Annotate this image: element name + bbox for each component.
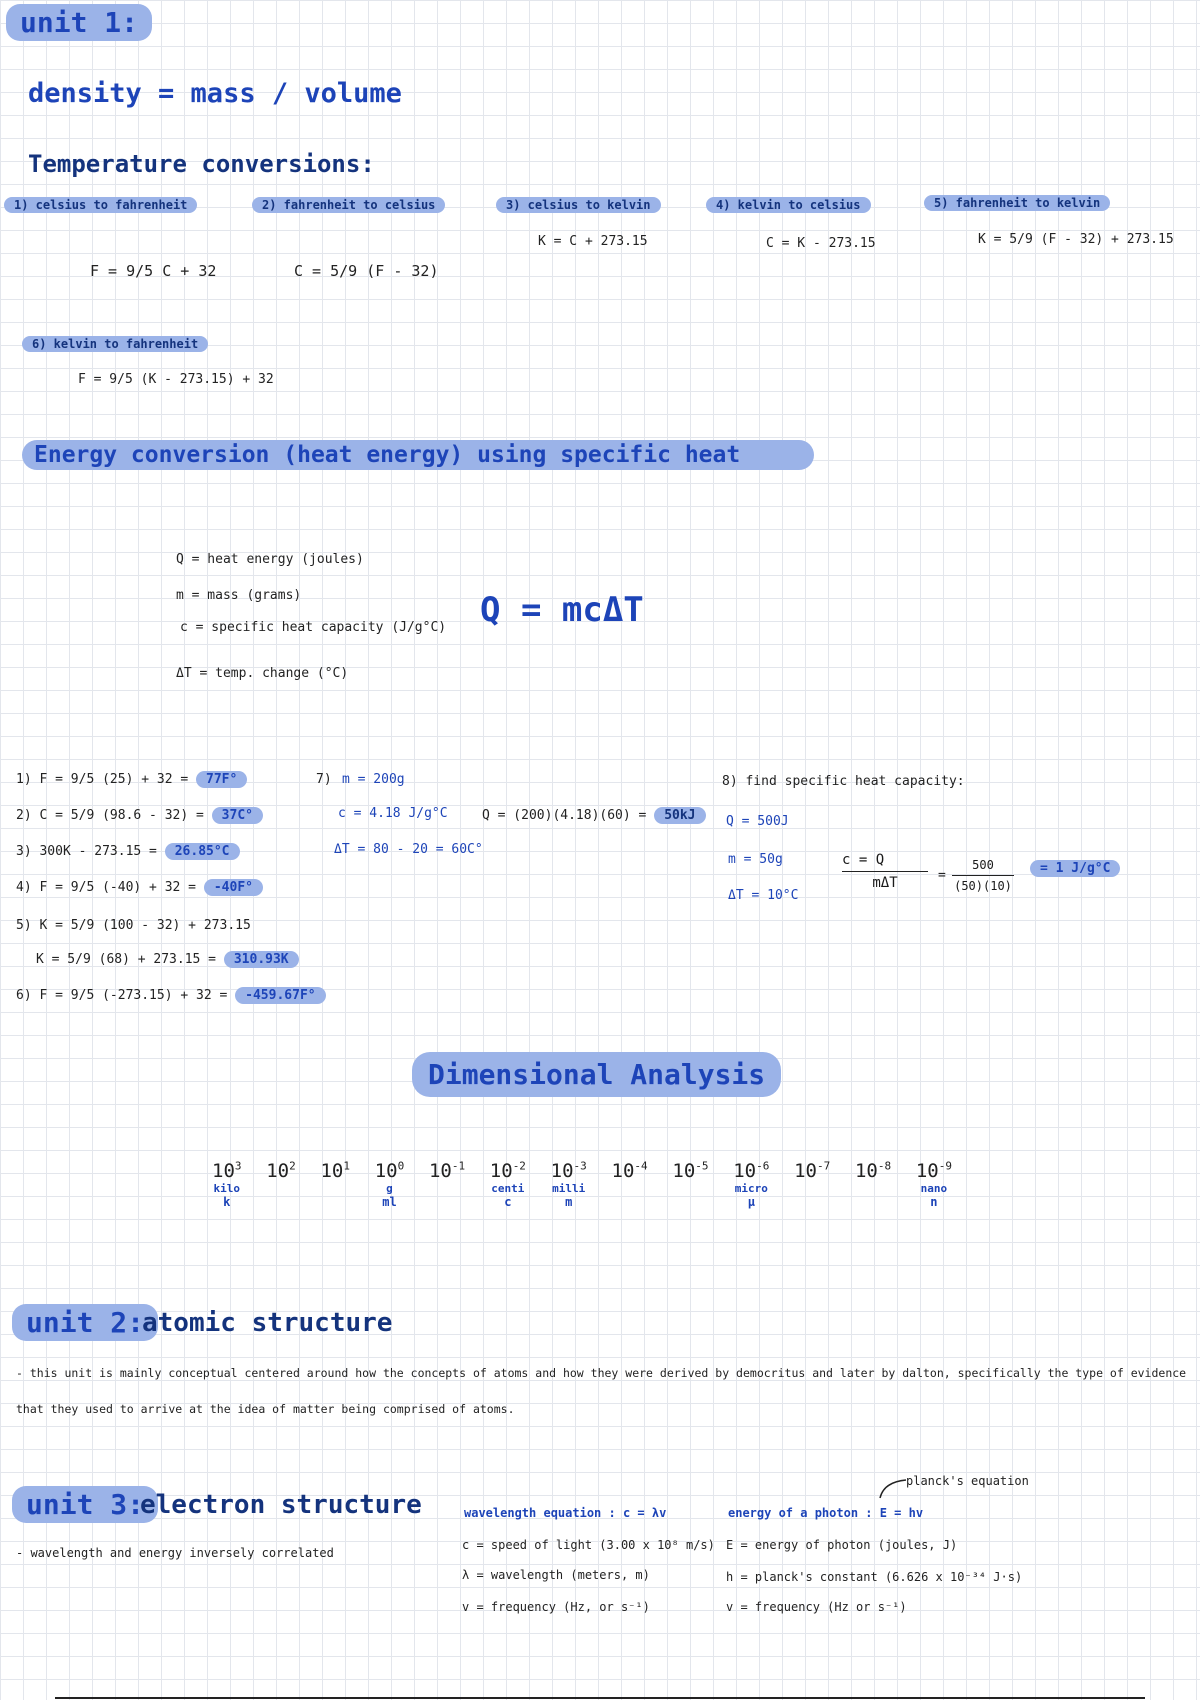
conversion-label-5: 5) fahrenheit to kelvin bbox=[924, 195, 1110, 211]
example-1-answer: 77F° bbox=[196, 771, 247, 788]
prefix-symbol bbox=[612, 1195, 648, 1209]
prefix-exponent: 2 bbox=[289, 1160, 296, 1173]
photon-line-v: v = frequency (Hz or s⁻¹) bbox=[726, 1600, 907, 1614]
example-8-n-den: (50)(10) bbox=[954, 879, 1012, 893]
prefix-name bbox=[612, 1182, 648, 1195]
wave-line-v: v = frequency (Hz, or s⁻¹) bbox=[462, 1600, 650, 1614]
example-3-answer: 26.85°C bbox=[165, 843, 240, 860]
example-7-c: c = 4.18 J/g°C bbox=[338, 806, 448, 821]
conversion-formula-5: K = 5/9 (F - 32) + 273.15 bbox=[978, 232, 1174, 247]
example-5b bbox=[36, 952, 299, 967]
example-1-work: 1) F = 9/5 (25) + 32 = bbox=[16, 772, 189, 787]
prefix-exponent: -8 bbox=[877, 1160, 892, 1173]
prefix-name: micro bbox=[734, 1182, 768, 1196]
prefix-power: $10^1$ bbox=[320, 1160, 350, 1183]
prefix-name: g bbox=[386, 1182, 393, 1196]
prefix-symbol: n bbox=[930, 1195, 938, 1210]
prefix-name: nano bbox=[920, 1182, 948, 1196]
density-formula: density = mass / volume bbox=[28, 78, 402, 109]
example-7-work bbox=[482, 808, 706, 823]
prefix-power: $10^{-3}$ bbox=[550, 1160, 587, 1183]
prefix-item bbox=[375, 1160, 405, 1209]
variable-q: Q = heat energy (joules) bbox=[176, 552, 364, 567]
prefix-symbol bbox=[266, 1195, 296, 1209]
prefix-symbol bbox=[855, 1195, 891, 1209]
prefix-power: $10^2$ bbox=[266, 1160, 296, 1183]
example-7-answer: 50kJ bbox=[654, 807, 705, 824]
prefix-exponent: -6 bbox=[756, 1160, 770, 1173]
prefix-item bbox=[794, 1160, 830, 1209]
conversion-label-2: 2) fahrenheit to celsius bbox=[252, 197, 445, 213]
prefix-power: $10^{-5}$ bbox=[672, 1160, 709, 1183]
example-8-fraction-2 bbox=[952, 858, 1014, 893]
example-6-answer: -459.67F° bbox=[235, 987, 325, 1004]
prefix-exponent: -1 bbox=[451, 1160, 466, 1173]
prefix-exponent: 1 bbox=[343, 1160, 350, 1173]
prefix-exponent: -9 bbox=[938, 1160, 952, 1173]
prefix-item bbox=[672, 1160, 708, 1209]
photon-line-h: h = planck's constant (6.626 x 10⁻³⁴ J·s) bbox=[726, 1570, 1023, 1584]
unit3-tag: unit 3: bbox=[12, 1486, 158, 1523]
conversion-formula-1: F = 9/5 C + 32 bbox=[90, 262, 217, 280]
prefix-item bbox=[490, 1160, 526, 1209]
example-7-work-text: Q = (200)(4.18)(60) = bbox=[482, 808, 647, 823]
prefix-exponent: 0 bbox=[397, 1160, 405, 1173]
prefix-item bbox=[855, 1160, 891, 1209]
fraction-bar bbox=[842, 871, 928, 872]
prefix-name bbox=[266, 1182, 296, 1195]
prefix-item bbox=[429, 1160, 465, 1209]
prefix-power: $10^{-9}$ bbox=[915, 1160, 952, 1183]
prefix-symbol bbox=[672, 1195, 708, 1209]
prefix-name: kilo bbox=[213, 1182, 240, 1196]
unit2-title: atomic structure bbox=[142, 1308, 393, 1338]
prefix-name bbox=[672, 1182, 708, 1195]
prefix-row bbox=[212, 1160, 952, 1209]
prefix-name bbox=[794, 1182, 830, 1195]
example-8-fraction bbox=[842, 852, 928, 891]
variable-dt: ΔT = temp. change (°C) bbox=[176, 666, 349, 681]
conversion-label-6: 6) kelvin to fahrenheit bbox=[22, 336, 208, 352]
unit2-line1: - this unit is mainly conceptual centered around how the concepts of atoms and how they were derived by democritus and later by dalton, specifically the type of evidence bbox=[16, 1366, 1187, 1380]
prefix-item bbox=[212, 1160, 242, 1209]
example-8-answer: = 1 J/g°C bbox=[1030, 860, 1120, 877]
prefix-power: $10^{-1}$ bbox=[428, 1160, 466, 1183]
prefix-item bbox=[266, 1160, 296, 1209]
example-8-m: m = 50g bbox=[728, 852, 783, 867]
example-4-work: 4) F = 9/5 (-40) + 32 = bbox=[16, 880, 197, 895]
example-4 bbox=[16, 880, 263, 895]
example-3-work: 3) 300K - 273.15 = bbox=[16, 844, 157, 859]
prefix-power: $10^0$ bbox=[374, 1160, 405, 1183]
prefix-symbol: k bbox=[223, 1195, 231, 1210]
prefix-name bbox=[429, 1182, 465, 1195]
example-5 bbox=[16, 918, 251, 933]
example-5b-work: K = 5/9 (68) + 273.15 = bbox=[36, 952, 217, 967]
unit3-note: - wavelength and energy inversely correlated bbox=[16, 1546, 334, 1560]
example-8-n-num: 500 bbox=[972, 858, 994, 872]
unit2-line2: that they used to arrive at the idea of matter being comprised of atoms. bbox=[16, 1402, 515, 1416]
prefix-item bbox=[916, 1160, 952, 1209]
conversion-formula-3: K = C + 273.15 bbox=[538, 234, 648, 249]
prefix-name: milli bbox=[552, 1182, 586, 1196]
example-1 bbox=[16, 772, 247, 787]
wave-heading: wavelength equation : c = λv bbox=[464, 1506, 667, 1520]
prefix-name: centi bbox=[491, 1182, 525, 1196]
wave-line-lambda: λ = wavelength (meters, m) bbox=[462, 1568, 650, 1582]
example-8-c-den: mΔT bbox=[872, 875, 898, 891]
prefix-list bbox=[212, 1160, 952, 1209]
prefix-item bbox=[320, 1160, 350, 1209]
prefix-power: $10^{-4}$ bbox=[611, 1160, 648, 1183]
unit1-tag: unit 1: bbox=[6, 4, 152, 41]
prefix-power: $10^{-2}$ bbox=[489, 1160, 526, 1183]
unit2-tag: unit 2: bbox=[12, 1304, 158, 1341]
example-8-dt: ΔT = 10°C bbox=[728, 888, 799, 903]
prefix-power: $10^{-7}$ bbox=[794, 1160, 831, 1183]
variable-c: c = specific heat capacity (J/g°C) bbox=[180, 620, 447, 635]
example-2-work: 2) C = 5/9 (98.6 - 32) = bbox=[16, 808, 204, 823]
dimensional-heading: Dimensional Analysis bbox=[412, 1052, 781, 1097]
prefix-exponent: -2 bbox=[512, 1160, 526, 1173]
example-2-answer: 37C° bbox=[212, 807, 263, 824]
prefix-symbol: m bbox=[565, 1195, 573, 1210]
conversion-formula-4: C = K - 273.15 bbox=[766, 236, 876, 251]
wave-line-c: c = speed of light (3.00 x 10⁸ m/s) bbox=[462, 1538, 715, 1552]
conversion-label-1: 1) celsius to fahrenheit bbox=[4, 197, 197, 213]
prefix-item bbox=[551, 1160, 587, 1209]
prefix-symbol bbox=[794, 1195, 830, 1209]
example-8-c-num: c = Q bbox=[842, 852, 885, 868]
prefix-power: $10^{-8}$ bbox=[854, 1160, 892, 1183]
prefix-exponent: 3 bbox=[234, 1160, 242, 1173]
variable-m: m = mass (grams) bbox=[176, 588, 302, 603]
example-8-q: Q = 500J bbox=[726, 814, 789, 829]
prefix-item bbox=[612, 1160, 648, 1209]
example-6 bbox=[16, 988, 326, 1003]
photon-line-e: E = energy of photon (joules, J) bbox=[726, 1538, 958, 1552]
prefix-exponent: -5 bbox=[695, 1160, 709, 1173]
bottom-divider bbox=[55, 1697, 1145, 1699]
prefix-symbol: μ bbox=[747, 1195, 755, 1210]
prefix-name bbox=[855, 1182, 891, 1195]
example-5b-answer: 310.93K bbox=[224, 951, 299, 968]
prefix-power: $10^3$ bbox=[212, 1160, 242, 1183]
prefix-exponent: -4 bbox=[634, 1160, 648, 1173]
prefix-power: $10^{-6}$ bbox=[733, 1160, 770, 1183]
prefix-symbol: c bbox=[504, 1195, 512, 1210]
main-formula: Q = mcΔT bbox=[480, 590, 644, 630]
prefix-exponent: -7 bbox=[816, 1160, 831, 1173]
conversion-formula-2: C = 5/9 (F - 32) bbox=[294, 262, 439, 280]
prefix-symbol bbox=[429, 1195, 465, 1209]
photon-heading: energy of a photon : E = hv bbox=[728, 1506, 924, 1520]
example-7-m: m = 200g bbox=[342, 772, 405, 787]
prefix-symbol: ml bbox=[382, 1195, 397, 1210]
example-4-answer: -40F° bbox=[204, 879, 263, 896]
fraction-bar-2 bbox=[952, 875, 1014, 876]
example-5-work: 5) K = 5/9 (100 - 32) + 273.15 bbox=[16, 918, 251, 933]
prefix-item bbox=[733, 1160, 769, 1209]
prefix-name bbox=[320, 1182, 350, 1195]
example-7-label: 7) bbox=[316, 772, 332, 787]
conversion-formula-6: F = 9/5 (K - 273.15) + 32 bbox=[78, 372, 274, 387]
example-7-dt: ΔT = 80 - 20 = 60C° bbox=[334, 842, 483, 857]
arrow-icon bbox=[878, 1476, 908, 1500]
planck-label: planck's equation bbox=[906, 1474, 1029, 1488]
example-8-title: 8) find specific heat capacity: bbox=[722, 774, 965, 789]
example-8-eq: = bbox=[938, 868, 946, 883]
example-2 bbox=[16, 808, 263, 823]
conversion-label-3: 3) celsius to kelvin bbox=[496, 197, 661, 213]
example-6-work: 6) F = 9/5 (-273.15) + 32 = bbox=[16, 988, 228, 1003]
conversion-label-4: 4) kelvin to celsius bbox=[706, 197, 871, 213]
prefix-exponent: -3 bbox=[573, 1160, 587, 1173]
energy-heading: Energy conversion (heat energy) using specific heat bbox=[22, 440, 814, 470]
prefix-symbol bbox=[320, 1195, 350, 1209]
unit3-title: electron structure bbox=[140, 1490, 422, 1520]
example-3 bbox=[16, 844, 240, 859]
temperature-heading: Temperature conversions: bbox=[28, 150, 375, 178]
